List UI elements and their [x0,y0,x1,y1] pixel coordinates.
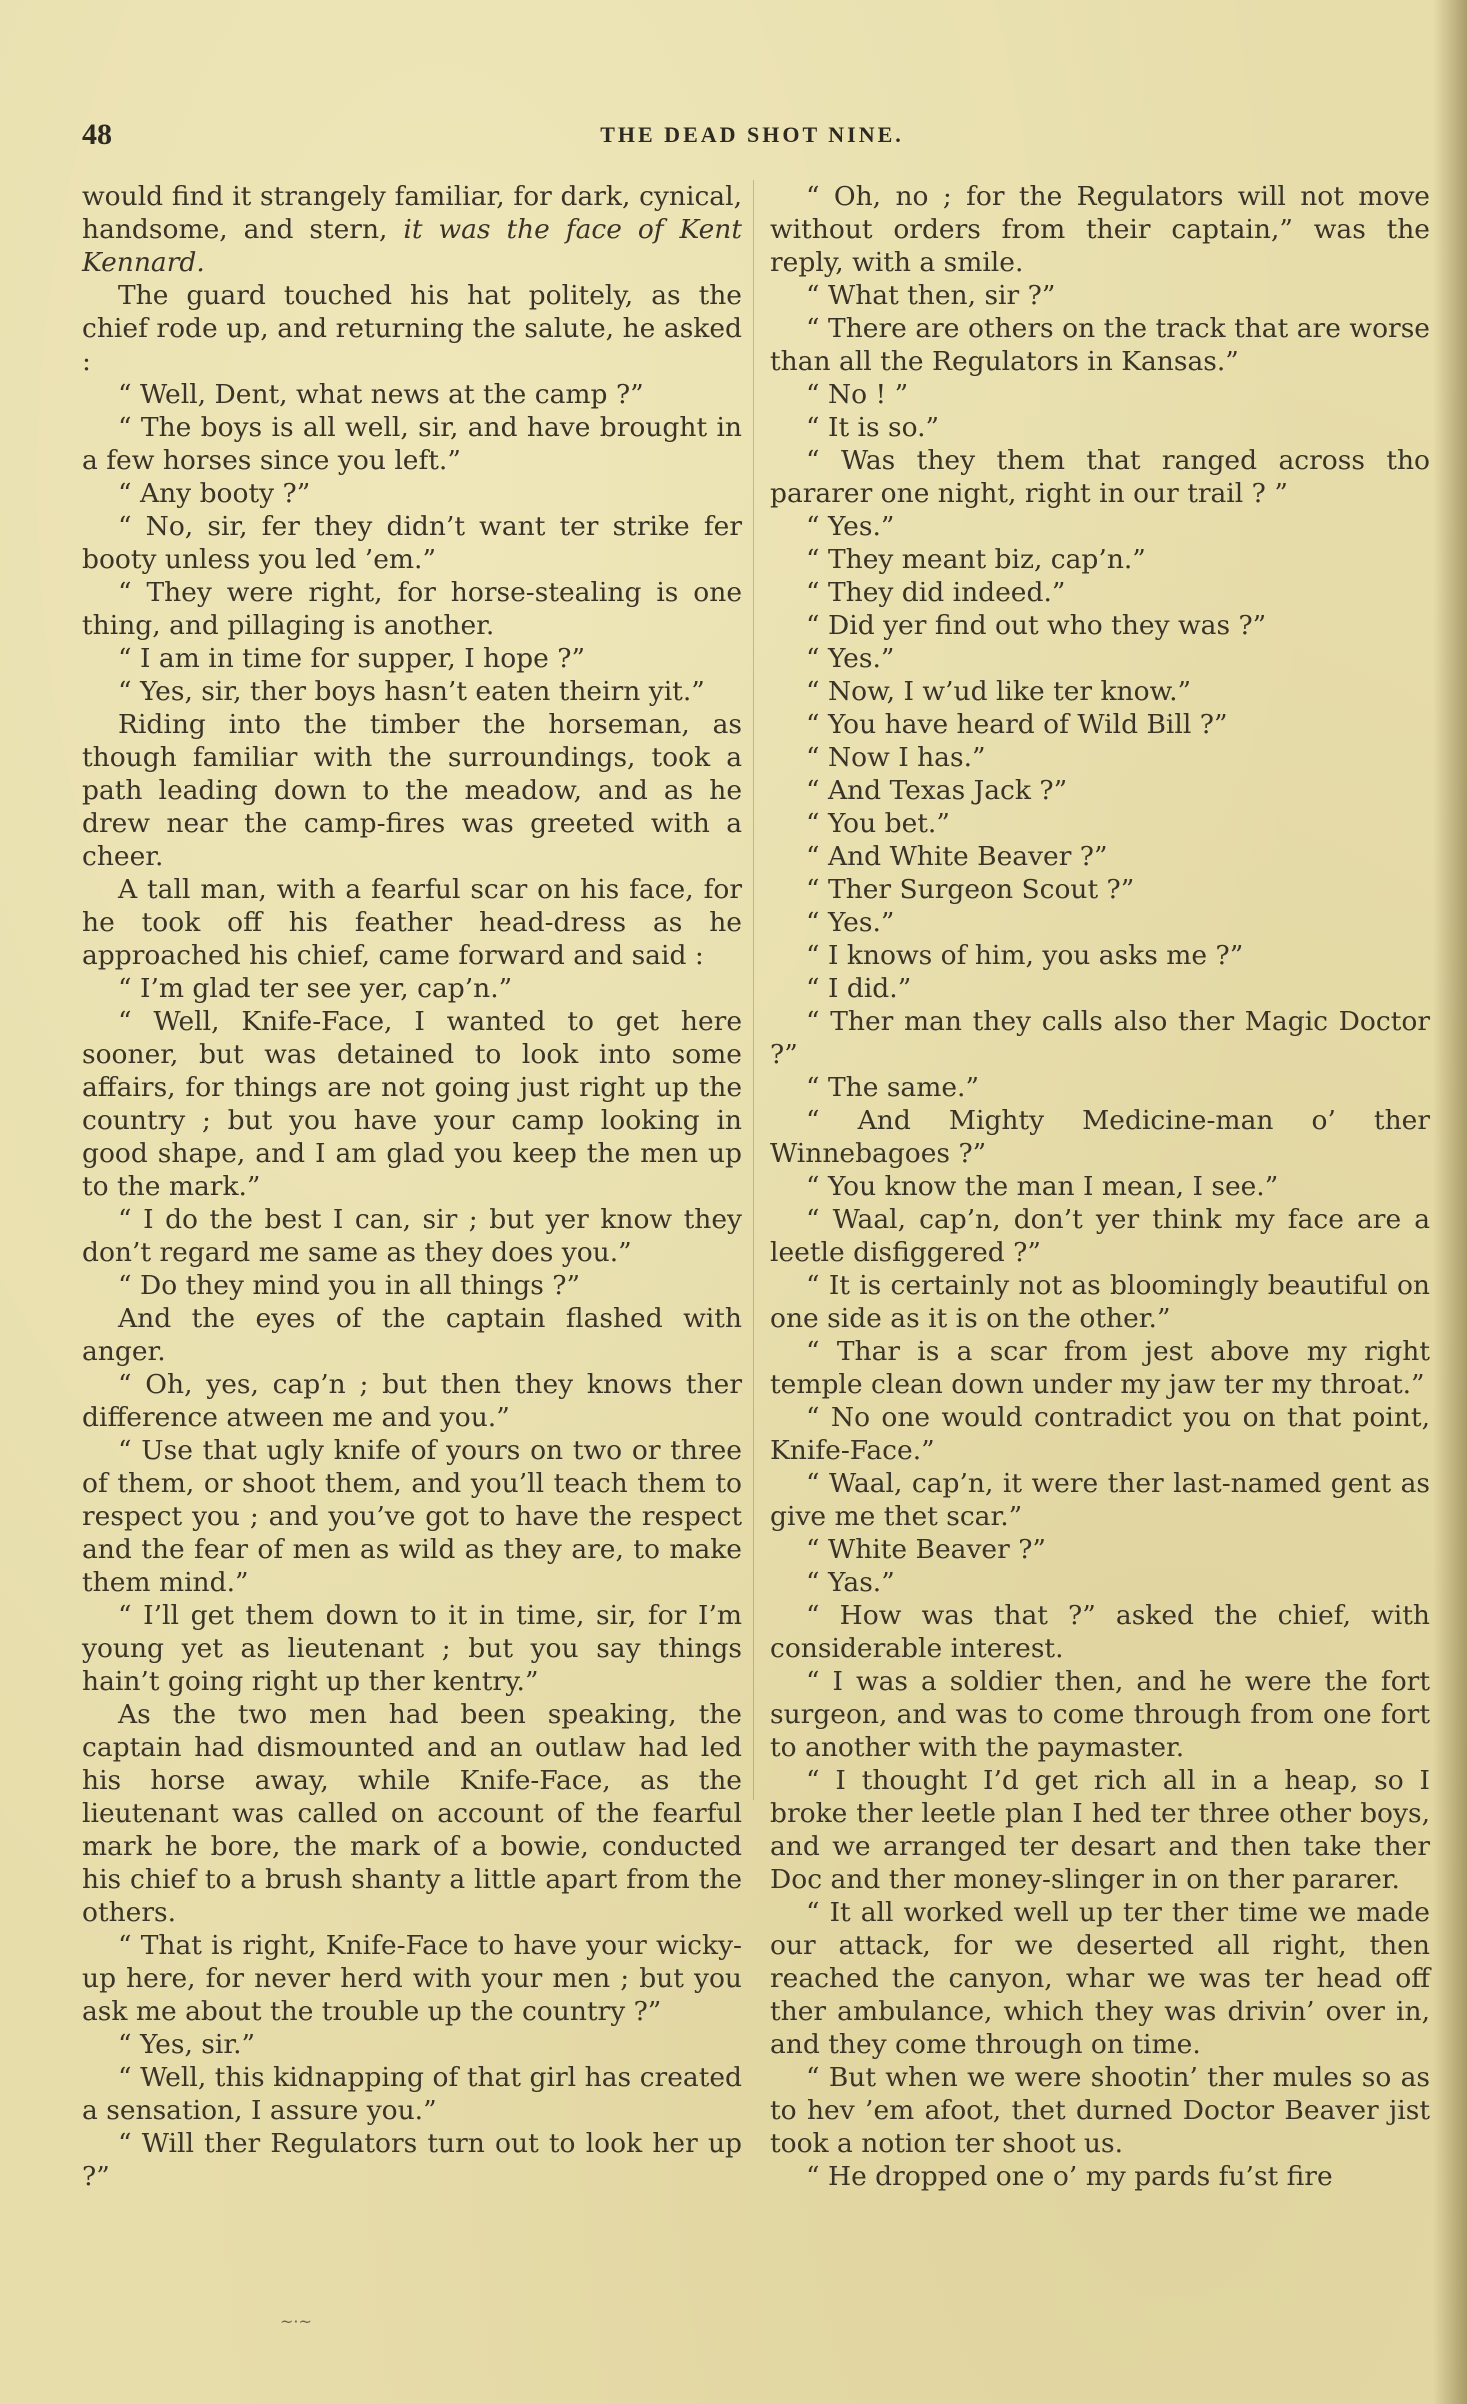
paragraph-text: “ Was they them that ranged across tho pararer one night, right in our trail ? ” [770,445,1430,509]
paragraph-text: A tall man, with a fearful scar on his face, for he took off his feather head-dress as he approached his chief, came forward and said : [82,874,742,971]
paragraph-text: “ No one would contradict you on that point, Knife-Face.” [770,1402,1430,1466]
paragraph-text: “ Will ther Regulators turn out to look her up ?” [82,2128,742,2192]
paragraph [770,642,1430,675]
paragraph [82,2127,742,2193]
page-spine-shadow [1433,0,1467,2404]
paragraph [82,411,742,477]
paragraph-text: “ No, sir, fer they didn’t want ter strike fer booty unless you led ’em.” [82,511,742,575]
paragraph-text: “ But when we were shootin’ ther mules so as to hev ’em afoot, thet durned Doctor Beaver jist took a notion ter shoot us. [770,2062,1430,2159]
paragraph-text: “ Waal, cap’n, don’t yer think my face are a leetle disfiggered ?” [770,1204,1430,1268]
paragraph [82,576,742,642]
paragraph-text: “ And White Beaver ?” [806,841,1108,872]
paragraph-text: “ Use that ugly knife of yours on two or three of them, or shoot them, and you’ll teach them to respect you ; and you’ve got to have the respect and the fear of men as wild as they are, to make them mind.” [82,1435,742,1598]
paragraph [770,774,1430,807]
left-column [82,180,742,2193]
right-column [770,180,1430,2193]
paragraph [770,2160,1430,2193]
paragraph-text: “ Now I has.” [806,742,986,773]
paragraph [82,2061,742,2127]
paragraph-text: “ The same.” [806,1072,980,1103]
paragraph [770,873,1430,906]
paragraph [82,1302,742,1368]
paragraph [770,1533,1430,1566]
paragraph-text: “ He dropped one o’ my pards fu’st fire [806,2161,1333,2192]
paragraph [82,180,742,279]
paragraph [82,1269,742,1302]
paragraph [82,1368,742,1434]
paragraph [770,840,1430,873]
paragraph [82,1203,742,1269]
paragraph-text: “ Oh, no ; for the Regulators will not move without orders from their captain,” was the reply, with a smile. [770,181,1430,278]
paragraph-text: “ Do they mind you in all things ?” [118,1270,581,1301]
paragraph-text: “ I was a soldier then, and he were the fort surgeon, and was to come through from one fort to another with the paymaster. [770,1666,1430,1763]
paragraph [770,1566,1430,1599]
paragraph-text: “ It all worked well up ter ther time we made our attack, for we deserted all right, then reached the canyon, whar we was ter head off ther ambulance, which they was drivin’ over in, and they come through on time. [770,1897,1430,2060]
paragraph-text: Riding into the timber the horseman, as though familiar with the surroundings, took a path leading down to the meadow, and as he drew near the camp-fires was greeted with a cheer. [82,709,742,872]
paragraph [770,741,1430,774]
paragraph [770,972,1430,1005]
paragraph [770,1665,1430,1764]
paragraph [82,1434,742,1599]
paragraph-text: “ Well, Dent, what news at the camp ?” [118,379,644,410]
paragraph [770,1269,1430,1335]
paragraph [770,1467,1430,1533]
paragraph-text: “ Well, Knife-Face, I wanted to get here sooner, but was detained to look into some affairs, for things are not going just right up the country ; but you have your camp looking in good shape, and I am glad you keep the men up to the mark.” [82,1006,742,1202]
paragraph-text: “ They were right, for horse-stealing is one thing, and pillaging is another. [82,577,742,641]
paragraph-text: “ Any booty ?” [118,478,311,509]
page-number: 48 [82,118,112,151]
page-header [82,118,1422,158]
paragraph-text: “ Yes.” [806,511,895,542]
paragraph [770,1764,1430,1896]
paragraph-text: “ Well, this kidnapping of that girl has created a sensation, I assure you.” [82,2062,742,2126]
paragraph-text: “ Oh, yes, cap’n ; but then they knows ther difference atween me and you.” [82,1369,742,1433]
running-title: THE DEAD SHOT NINE. [600,122,904,147]
paragraph-text: “ I’ll get them down to it in time, sir, for I’m young yet as lieutenant ; but you say things hain’t going right up ther kentry.” [82,1600,742,1697]
paragraph [770,444,1430,510]
paragraph [770,279,1430,312]
paragraph [82,675,742,708]
paragraph-text: “ Now, I w’ud like ter know.” [806,676,1192,707]
paragraph [770,576,1430,609]
paragraph-text: “ Did yer find out who they was ?” [806,610,1267,641]
paragraph-text: “ Waal, cap’n, it were ther last-named gent as give me thet scar.” [770,1468,1430,1532]
paragraph-text: “ It is so.” [806,412,940,443]
paragraph [770,1104,1430,1170]
paragraph [82,972,742,1005]
paragraph-text: “ No ! ” [806,379,909,410]
italic-text: it was the face of Kent Kennard. [82,214,742,278]
paragraph-text: “ I did.” [806,973,912,1004]
paragraph [82,1599,742,1698]
paragraph [770,510,1430,543]
paragraph-text: “ They did indeed.” [806,577,1066,608]
paragraph-text: would find it strangely familiar, for dark, cynical, handsome, and stern, [82,181,742,245]
paragraph-text: “ What then, sir ?” [806,280,1056,311]
paragraph [770,543,1430,576]
paragraph [770,1005,1430,1071]
paragraph [770,906,1430,939]
paragraph [770,609,1430,642]
paragraph [770,1203,1430,1269]
paragraph [770,378,1430,411]
paragraph [770,180,1430,279]
paragraph [770,2061,1430,2160]
paragraph-text: “ They meant biz, cap’n.” [806,544,1146,575]
paragraph-text: “ I am in time for supper, I hope ?” [118,643,586,674]
column-divider [753,180,754,1800]
paragraph-text: “ I do the best I can, sir ; but yer know they don’t regard me same as they does you.” [82,1204,742,1268]
paragraph [770,708,1430,741]
paragraph-text: “ Yes.” [806,643,895,674]
bottom-ornament: ~·~ [280,2312,312,2331]
paragraph-text: “ I thought I’d get rich all in a heap, so I broke ther leetle plan I hed ter three other boys, and we arranged ter desart and then take ther Doc and ther money-slinger in on ther pararer. [770,1765,1430,1895]
paragraph-text: As the two men had been speaking, the captain had dismounted and an outlaw had led his horse away, while Knife-Face, as the lieutenant was called on account of the fearful mark he bore, the mark of a bowie, conducted his chief to a brush shanty a little apart from the others. [82,1699,742,1928]
paragraph [770,1335,1430,1401]
paragraph [770,1599,1430,1665]
paragraph-text: And the eyes of the captain flashed with anger. [82,1303,742,1367]
paragraph-text: “ It is certainly not as bloomingly beautiful on one side as it is on the other.” [770,1270,1430,1334]
paragraph-text: “ Thar is a scar from jest above my right temple clean down under my jaw ter my throat.” [770,1336,1430,1400]
paragraph-text: “ Ther Surgeon Scout ?” [806,874,1135,905]
paragraph-text: “ Yes.” [806,907,895,938]
paragraph-text: “ I knows of him, you asks me ?” [806,940,1244,971]
paragraph-text: “ Yes, sir.” [118,2029,256,2060]
paragraph [82,1929,742,2028]
paragraph-text: “ That is right, Knife-Face to have your wicky-up here, for never herd with your men ; but you ask me about the trouble up the country ?” [82,1930,742,2027]
paragraph-text: “ Yes, sir, ther boys hasn’t eaten theirn yit.” [118,676,705,707]
paragraph [770,675,1430,708]
paragraph [82,1698,742,1929]
paragraph [770,1170,1430,1203]
paragraph [770,1896,1430,2061]
paragraph-text: “ And Texas Jack ?” [806,775,1068,806]
paragraph [82,873,742,972]
paragraph [82,279,742,378]
paragraph-text: “ I’m glad ter see yer, cap’n.” [118,973,513,1004]
paragraph [770,411,1430,444]
paragraph [770,807,1430,840]
paragraph [82,708,742,873]
paragraph-text: “ And Mighty Medicine-man o’ ther Winnebagoes ?” [770,1105,1430,1169]
paragraph [770,312,1430,378]
paragraph-text: “ You bet.” [806,808,950,839]
paragraph [82,477,742,510]
paragraph-text: The guard touched his hat politely, as the chief rode up, and returning the salute, he asked : [82,280,742,377]
paragraph-text: “ There are others on the track that are worse than all the Regulators in Kansas.” [770,313,1430,377]
paragraph [82,642,742,675]
paragraph-text: “ How was that ?” asked the chief, with considerable interest. [770,1600,1430,1664]
paragraph [82,510,742,576]
paragraph [770,1071,1430,1104]
paragraph [770,1401,1430,1467]
paragraph [82,1005,742,1203]
paragraph-text: “ White Beaver ?” [806,1534,1046,1565]
paragraph-text: “ You know the man I mean, I see.” [806,1171,1279,1202]
paragraph-text: “ Yas.” [806,1567,895,1598]
paragraph [770,939,1430,972]
paragraph [82,378,742,411]
paragraph-text: “ You have heard of Wild Bill ?” [806,709,1228,740]
paragraph-text: “ The boys is all well, sir, and have brought in a few horses since you left.” [82,412,742,476]
paragraph [82,2028,742,2061]
paragraph-text: “ Ther man they calls also ther Magic Doctor ?” [770,1006,1430,1070]
